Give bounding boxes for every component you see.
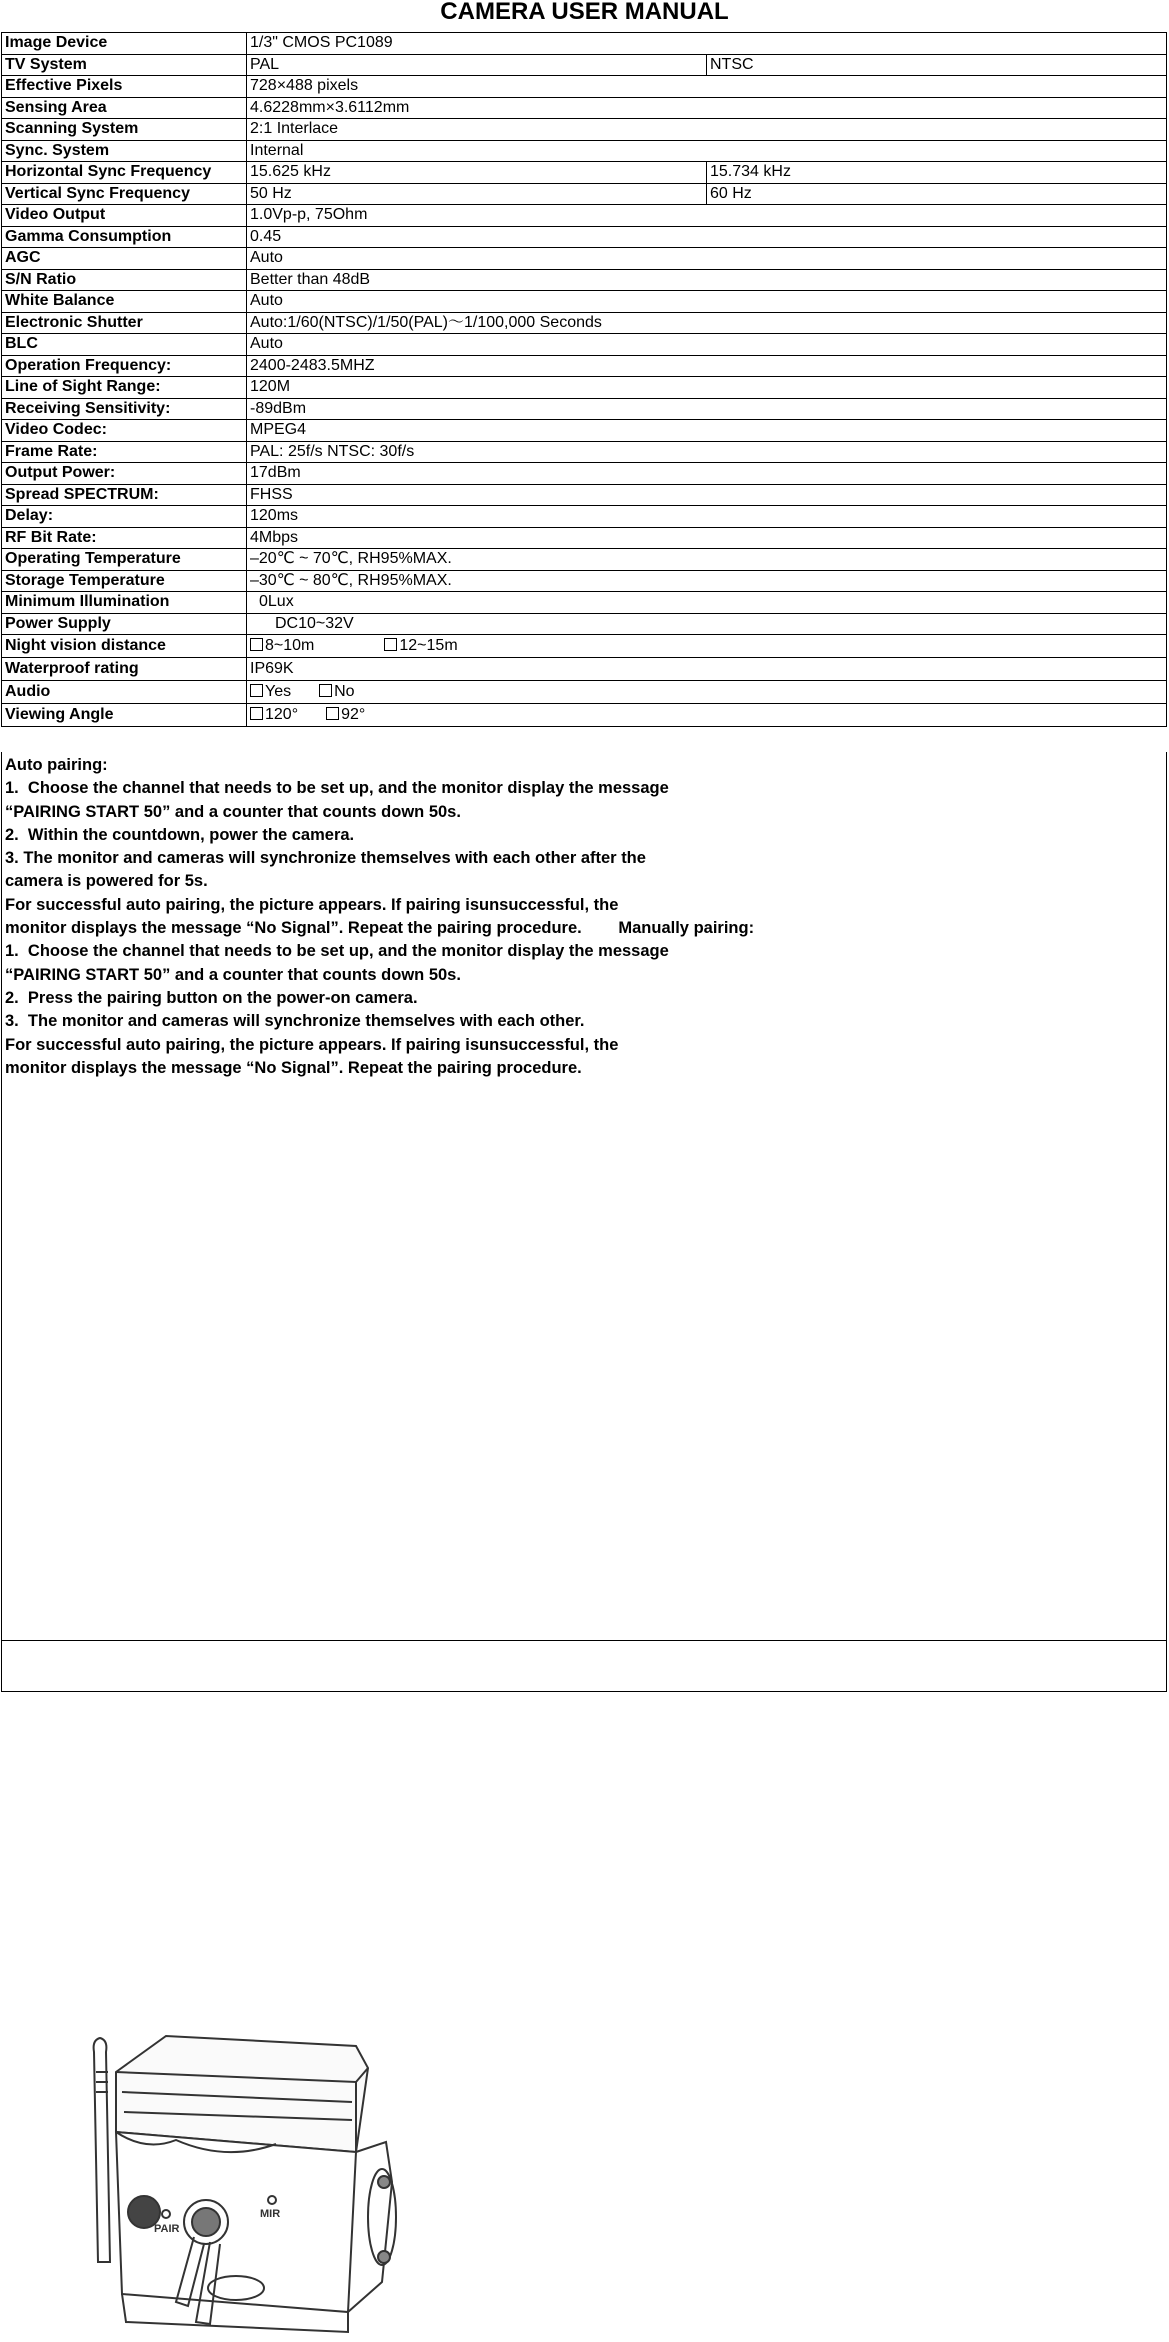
spec-label: Sensing Area	[2, 97, 247, 119]
instruction-line: Auto pairing:	[5, 756, 108, 774]
spec-value	[247, 704, 1167, 727]
instruction-line: 3. The monitor and cameras will synchronize themselves with each other.	[5, 1012, 585, 1031]
spec-value: 2:1 Interlace	[247, 119, 1167, 141]
spec-value: Auto	[247, 248, 1167, 270]
instruction-line: For successful auto pairing, the picture appears. If pairing isunsuccessful, the	[5, 1035, 619, 1054]
spec-value: 1/3" CMOS PC1089	[247, 33, 1167, 55]
spec-value: PAL	[247, 54, 707, 76]
spec-value: 120ms	[247, 506, 1167, 528]
spec-value: IP69K	[247, 658, 1167, 681]
pairing-instructions	[1, 752, 1167, 2235]
spec-row	[2, 33, 1167, 55]
spec-label: BLC	[2, 334, 247, 356]
spec-label: Night vision distance	[2, 635, 247, 658]
spec-row	[2, 570, 1167, 592]
mir-label: MIR	[260, 2208, 281, 2220]
spec-label: S/N Ratio	[2, 269, 247, 291]
spec-label: Storage Temperature	[2, 570, 247, 592]
spec-value: –20℃ ~ 70℃, RH95%MAX.	[247, 549, 1167, 571]
pairing-text	[5, 754, 754, 1080]
spec-row	[2, 76, 1167, 98]
pair-label: PAIR	[154, 2223, 180, 2235]
spec-value: -89dBm	[247, 398, 1167, 420]
spec-value: DC10~32V	[247, 613, 1167, 635]
spec-row	[2, 269, 1167, 291]
spec-label: Receiving Sensitivity:	[2, 398, 247, 420]
checkbox-option-1[interactable]	[250, 684, 263, 697]
spec-row	[2, 527, 1167, 549]
spec-value: 50 Hz	[247, 183, 707, 205]
spec-label: Scanning System	[2, 119, 247, 141]
spec-value: 120M	[247, 377, 1167, 399]
spec-row	[2, 420, 1167, 442]
spec-row	[2, 291, 1167, 313]
spec-label: Video Output	[2, 205, 247, 227]
spec-value: 728×488 pixels	[247, 76, 1167, 98]
spec-label: Minimum Illumination	[2, 592, 247, 614]
spec-row	[2, 248, 1167, 270]
spec-value: 0.45	[247, 226, 1167, 248]
spec-label: Sync. System	[2, 140, 247, 162]
spec-value: Auto	[247, 291, 1167, 313]
spec-value-2: NTSC	[707, 54, 1167, 76]
spec-label: AGC	[2, 248, 247, 270]
option-2-label: 92°	[341, 706, 366, 723]
spec-label: Power Supply	[2, 613, 247, 635]
spec-label: Electronic Shutter	[2, 312, 247, 334]
spec-row	[2, 463, 1167, 485]
spec-value: MPEG4	[247, 420, 1167, 442]
spec-label: Waterproof rating	[2, 658, 247, 681]
option-2-label: 12~15m	[399, 637, 458, 654]
spec-value: 0Lux	[247, 592, 1167, 614]
checkbox-option-2[interactable]	[326, 707, 339, 720]
spec-value: 2400-2483.5MHZ	[247, 355, 1167, 377]
spec-value: 1.0Vp-p, 75Ohm	[247, 205, 1167, 227]
spec-row	[2, 658, 1167, 681]
instruction-line: For successful auto pairing, the picture appears. If pairing isunsuccessful, the	[5, 895, 619, 914]
spec-value: 15.625 kHz	[247, 162, 707, 184]
spec-row	[2, 377, 1167, 399]
spec-value: FHSS	[247, 484, 1167, 506]
spec-row	[2, 681, 1167, 704]
spec-label: Vertical Sync Frequency	[2, 183, 247, 205]
spec-label: Delay:	[2, 506, 247, 528]
spec-row	[2, 592, 1167, 614]
spec-value: 4Mbps	[247, 527, 1167, 549]
spec-value-2: 60 Hz	[707, 183, 1167, 205]
spec-row	[2, 183, 1167, 205]
spec-value: 4.6228mm×3.6112mm	[247, 97, 1167, 119]
instruction-line: monitor displays the message “No Signal”. Repeat the pairing procedure. Manually pairing:	[5, 919, 755, 938]
spec-value: Auto	[247, 334, 1167, 356]
instruction-line: camera is powered for 5s.	[5, 872, 208, 891]
spec-value: Better than 48dB	[247, 269, 1167, 291]
spec-label: Horizontal Sync Frequency	[2, 162, 247, 184]
spec-row	[2, 312, 1167, 334]
spec-row	[2, 704, 1167, 727]
spec-row	[2, 162, 1167, 184]
checkbox-option-2[interactable]	[384, 638, 397, 651]
document-title: CAMERA USER MANUAL	[440, 0, 729, 25]
option-1-label: 120°	[265, 706, 299, 723]
spec-row	[2, 484, 1167, 506]
spec-label: White Balance	[2, 291, 247, 313]
spec-value	[247, 681, 1167, 704]
spec-table	[1, 32, 1167, 727]
spec-label: Video Codec:	[2, 420, 247, 442]
instruction-line: “PAIRING START 50” and a counter that counts down 50s.	[5, 802, 461, 821]
spec-label: Operating Temperature	[2, 549, 247, 571]
spec-label: Output Power:	[2, 463, 247, 485]
spec-value: –30℃ ~ 80℃, RH95%MAX.	[247, 570, 1167, 592]
spec-row	[2, 119, 1167, 141]
instruction-line: 2. Within the countdown, power the camera.	[5, 825, 355, 844]
checkbox-option-1[interactable]	[250, 638, 263, 651]
footer-box	[1, 1640, 1167, 1692]
camera-illustration	[86, 2032, 406, 2342]
spec-row	[2, 635, 1167, 658]
spec-row	[2, 97, 1167, 119]
instruction-line: 1. Choose the channel that needs to be set up, and the monitor display the message	[5, 942, 669, 961]
spec-row	[2, 441, 1167, 463]
checkbox-option-2[interactable]	[319, 684, 332, 697]
spec-value: Internal	[247, 140, 1167, 162]
instruction-line: 3. The monitor and cameras will synchronize themselves with each other after the	[5, 849, 646, 868]
spec-label: RF Bit Rate:	[2, 527, 247, 549]
spec-label: Line of Sight Range:	[2, 377, 247, 399]
spec-value: Auto:1/60(NTSC)/1/50(PAL)～1/100,000 Seconds	[247, 312, 1167, 334]
spec-row	[2, 334, 1167, 356]
spec-row	[2, 549, 1167, 571]
spec-label: Effective Pixels	[2, 76, 247, 98]
spec-row	[2, 140, 1167, 162]
spec-row	[2, 54, 1167, 76]
spec-value-2: 15.734 kHz	[707, 162, 1167, 184]
spec-label: Gamma Consumption	[2, 226, 247, 248]
spec-label: Spread SPECTRUM:	[2, 484, 247, 506]
spec-row	[2, 398, 1167, 420]
spec-value: 17dBm	[247, 463, 1167, 485]
option-1-label: 8~10m	[265, 637, 315, 654]
instruction-line: monitor displays the message “No Signal”. Repeat the pairing procedure.	[5, 1058, 582, 1077]
instruction-line: “PAIRING START 50” and a counter that counts down 50s.	[5, 965, 461, 984]
spec-value	[247, 635, 1167, 658]
spec-label: Audio	[2, 681, 247, 704]
spec-row	[2, 613, 1167, 635]
spec-label: Image Device	[2, 33, 247, 55]
spec-label: Operation Frequency:	[2, 355, 247, 377]
spec-row	[2, 226, 1167, 248]
instruction-line: 2. Press the pairing button on the power-on camera.	[5, 988, 418, 1007]
spec-row	[2, 506, 1167, 528]
spec-row	[2, 205, 1167, 227]
spec-value: PAL: 25f/s NTSC: 30f/s	[247, 441, 1167, 463]
option-2-label: No	[334, 683, 355, 700]
spec-row	[2, 355, 1167, 377]
instruction-line: 1. Choose the channel that needs to be set up, and the monitor display the message	[5, 779, 669, 798]
checkbox-option-1[interactable]	[250, 707, 263, 720]
spec-label: TV System	[2, 54, 247, 76]
spec-label: Frame Rate:	[2, 441, 247, 463]
option-1-label: Yes	[265, 683, 292, 700]
spec-label: Viewing Angle	[2, 704, 247, 727]
